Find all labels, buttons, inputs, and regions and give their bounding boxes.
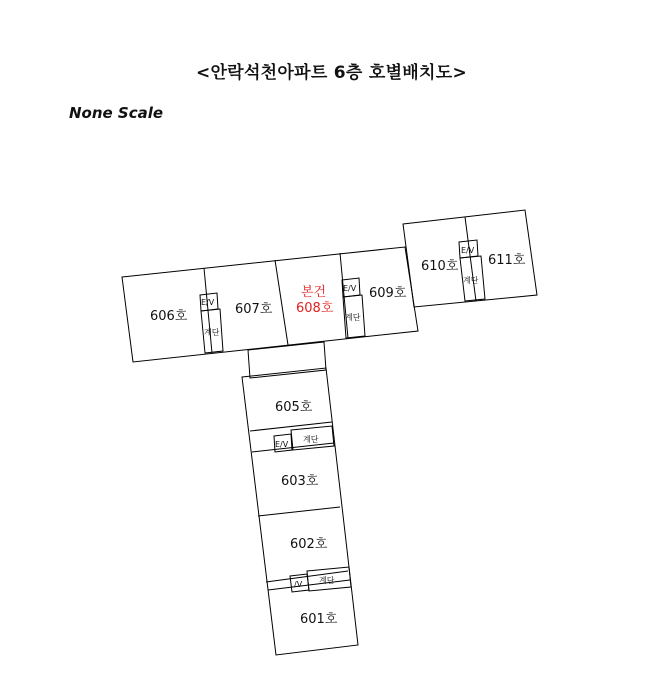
- room-606-label: 606호: [150, 309, 188, 324]
- ev-label: E/V: [461, 246, 475, 255]
- page-title: <안락석천아파트 6층 호별배치도>: [195, 63, 468, 83]
- divider-608-609: [340, 253, 348, 338]
- room-610-label: 610호: [421, 259, 459, 274]
- ev-label: E/V: [201, 298, 215, 307]
- stairs-label: 계단: [345, 313, 361, 322]
- stairs-label: 계단: [463, 276, 479, 285]
- room-608-label: 608호: [296, 301, 334, 316]
- ev-label: E/V: [343, 284, 357, 293]
- room-602-label: 602호: [290, 537, 328, 552]
- ev-label: /V: [294, 580, 303, 589]
- stairs-label: 계단: [303, 435, 319, 444]
- scale-note: None Scale: [69, 104, 164, 122]
- room-605-label: 605호: [275, 400, 313, 415]
- room-609-label: 609호: [369, 286, 407, 301]
- room-603-label: 603호: [281, 474, 319, 489]
- divider-603-602: [258, 507, 340, 516]
- room-608-note-label: 본건: [301, 285, 327, 300]
- room-601-label: 601호: [300, 612, 338, 627]
- ev-label: E/V: [275, 440, 289, 449]
- room-607-label: 607호: [235, 302, 273, 317]
- divider-610-611: [465, 217, 476, 301]
- room-611-label: 611호: [488, 253, 526, 268]
- stairs-label: 계단: [319, 576, 335, 585]
- stairs-label: 계단: [204, 328, 220, 337]
- divider-607-608: [275, 260, 288, 345]
